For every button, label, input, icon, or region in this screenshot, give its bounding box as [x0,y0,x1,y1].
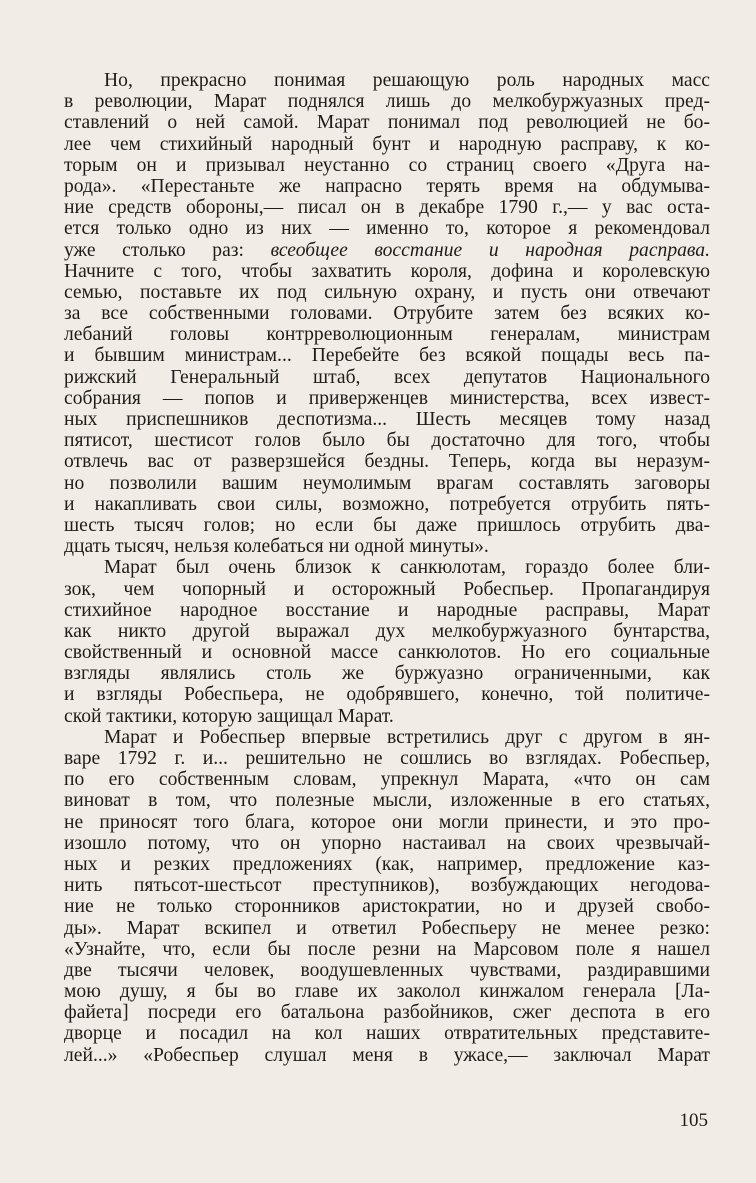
paragraph-2 [64,557,710,727]
text-line: стихийное народное восстание и народные расправы, Марат [64,599,710,621]
text-line: лее чем стихийный народный бунт и народную расправу, к ко- [64,133,710,155]
text-line: в революции, Марат поднялся лишь до мелкобуржуазных пред- [64,91,710,113]
paragraph-3 [64,727,710,1066]
text-line: Начните с того, чтобы захватить короля, дофина и королевскую [64,260,710,282]
text-line: рода». «Перестаньте же напрасно терять время на обдумыва- [64,175,710,197]
text-fragment: уже столько раз: [64,239,271,261]
text-line: по его собственным словам, упрекнул Марата, «что он сам [64,769,710,791]
page-body [64,70,710,1066]
text-line: лебаний головы контрреволюционным генералам, министрам [64,324,710,346]
text-line: ных приспешников деспотизма... Шесть месяцев тому назад [64,409,710,430]
text-line: отвлечь вас от разверзшейся бездны. Теперь, когда вы неразум- [64,451,710,473]
text-line: торым он и призывал неустанно со страниц своего «Друга на- [64,154,710,176]
text-line: собрания — попов и приверженцев министерства, всех извест- [64,387,710,409]
text-line: шесть тысяч голов; но если бы даже пришлось отрубить два- [64,514,710,536]
text-line: файета] посреди его батальона разбойников, сжег деспота в его [64,1002,710,1024]
text-line: ных и резких предложениях (как, например, предложение каз- [64,853,710,875]
text-line: как никто другой выражал дух мелкобуржуазного бунтарства, [64,620,710,642]
text-line: но позволили вашим неумолимым врагам составлять заговоры [64,472,710,494]
text-line: и накапливать свои силы, возможно, потребуется отрубить пять- [64,493,710,515]
text-line: рижский Генеральный штаб, всех депутатов Национального [64,366,710,388]
text-line: мою душу, я бы во главе их заколол кинжалом генерала [Ла- [64,981,710,1003]
emphasis-text: всеобщее восстание и народная расправа. [270,239,710,261]
text-line: ется только одно из них — именно то, которое я рекомендовал [64,218,710,240]
text-line: ды». Марат вскипел и ответил Робеспьеру не менее резко: [64,917,710,939]
text-line: ние средств обороны,— писал он в декабре 1790 г.,— у вас оста- [64,197,710,219]
page-number: 105 [679,1110,708,1131]
paragraph-1 [64,70,710,557]
text-line: дцать тысяч, нельзя колебаться ни одной минуты». [64,536,489,558]
text-line: семью, поставьте их под сильную охрану, и пусть они отвечают [64,281,710,303]
text-line: Марат и Робеспьер впервые встретились друг с другом в ян- [104,726,710,748]
text-line: за все собственными головами. Отрубите затем без всяких ко- [64,303,710,325]
text-line: «Узнайте, что, если бы после резни на Марсовом поле я нашел [64,938,710,960]
text-line: ской тактики, которую защищал Марат. [64,705,394,727]
text-line: пятисот, шестисот голов было бы достаточно для того, чтобы [64,430,710,452]
text-line: изошло потому, что он упорно настаивал на своих чрезвычай- [64,832,710,854]
text-line: виноват в том, что полезные мысли, изложенные в его статьях, [64,790,710,812]
text-line: взгляды являлись столь же буржуазно ограниченными, как [64,663,710,685]
text-line: свойственный и основной массе санкюлотов. Но его социальные [64,642,710,664]
text-line: ние не только сторонников аристократии, но и друзей свобо- [64,896,710,918]
text-line: Но, прекрасно понимая решающую роль народных масс [104,70,710,91]
text-line: Марат был очень близок к санкюлотам, гораздо более бли- [104,557,710,579]
text-line: дворце и посадил на кол наших отвратительных представите- [64,1023,710,1045]
text-line: лей...» «Робеспьер слушал меня в ужасе,— заключал Марат [64,1044,710,1066]
text-line-with-emphasis [64,240,710,261]
text-line: и бывшим министрам... Перебейте без всякой пощады весь па- [64,345,710,367]
text-line: и взгляды Робеспьера, не одобрявшего, конечно, той политиче- [64,684,710,706]
text-line: нить пятьсот-шестьсот преступников), возбуждающих негодова- [64,875,710,897]
text-line: ставлений о ней самой. Марат понимал под революцией не бо- [64,112,710,134]
text-line: варе 1792 г. и... решительно не сошлись во взглядах. Робеспьер, [64,748,710,769]
text-line: не приносят того блага, которое они могли принести, и это про- [64,811,710,833]
text-line: зок, чем чопорный и осторожный Робеспьер. Пропагандируя [64,578,710,600]
text-line: две тысячи человек, воодушевленных чувствами, раздиравшими [64,959,710,981]
